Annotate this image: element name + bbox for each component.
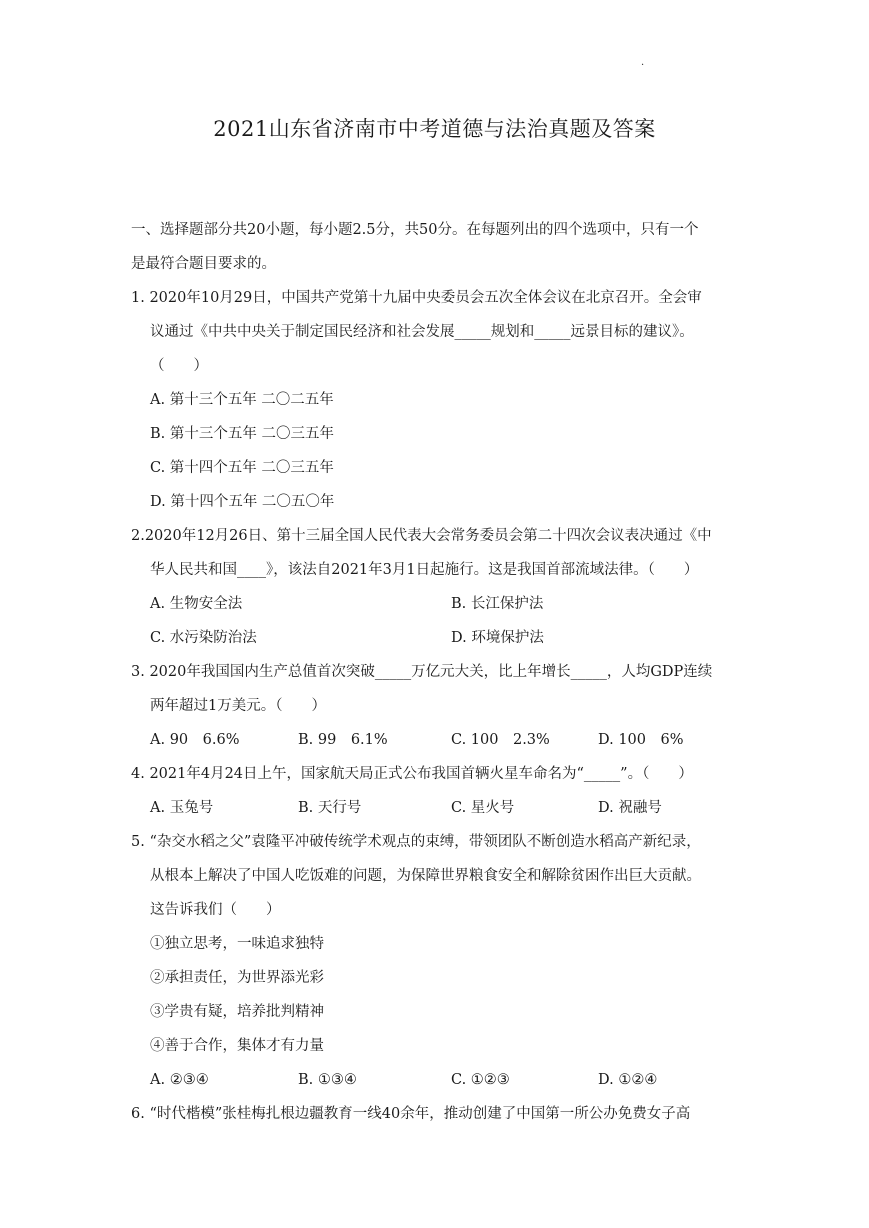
question-4-option-b: B. 天行号 (298, 800, 362, 816)
question-3-option-b: B. 99 6.1% (298, 732, 388, 748)
section-intro-line-1: 一、选择题部分共20小题，每小题2.5分，共50分。在每题列出的四个选项中，只有一个 (131, 222, 699, 238)
question-3-line-2: 两年超过1万美元。（ ） (150, 698, 326, 714)
question-4-option-a: A. 玉兔号 (150, 800, 214, 816)
question-5-statement-3: ③学贵有疑，培养批判精神 (150, 1004, 324, 1020)
question-2-option-b: B. 长江保护法 (451, 596, 544, 612)
question-5-line-2: 从根本上解决了中国人吃饭难的问题，为保障世界粮食安全和解除贫困作出巨大贡献。 (150, 868, 701, 884)
question-5-option-c: C. ①②③ (451, 1072, 510, 1088)
question-3-option-c: C. 100 2.3% (451, 732, 550, 748)
header-mark: · (641, 60, 645, 71)
section-intro-line-2: 是最符合题目要求的。 (131, 256, 276, 272)
question-2-line-2: 华人民共和国____》，该法自2021年3月1日起施行。这是我国首部流域法律。（ ） (150, 562, 699, 578)
question-5-option-a: A. ②③④ (150, 1072, 209, 1088)
question-1-line-3: （ ） (150, 358, 208, 374)
question-2-option-c: C. 水污染防治法 (150, 630, 257, 646)
page-title: 2021山东省济南市中考道德与法治真题及答案 (213, 117, 656, 141)
question-5-option-b: B. ①③④ (298, 1072, 357, 1088)
question-4-option-c: C. 星火号 (451, 800, 515, 816)
question-3-option-a: A. 90 6.6% (150, 732, 240, 748)
question-2-line-1: 2.2020年12月26日、第十三届全国人民代表大会常务委员会第二十四次会议表决通过《中 (131, 528, 712, 544)
question-3-line-1: 3. 2020年我国国内生产总值首次突破_____万亿元大关，比上年增长_____，人均GDP连续 (131, 664, 713, 680)
question-5-line-1: 5. “杂交水稻之父”袁隆平冲破传统学术观点的束缚，带领团队不断创造水稻高产新纪录， (131, 834, 701, 850)
question-1-line-2: 议通过《中共中央关于制定国民经济和社会发展_____规划和_____远景目标的建议》。 (150, 324, 694, 340)
question-5-statement-1: ①独立思考，一味追求独特 (150, 936, 324, 952)
question-2-option-d: D. 环境保护法 (451, 630, 544, 646)
question-1-option-d: D. 第十四个五年 二〇五〇年 (150, 494, 335, 510)
question-2-option-a: A. 生物安全法 (150, 596, 243, 612)
question-5-statement-4: ④善于合作，集体才有力量 (150, 1038, 324, 1054)
question-1-option-b: B. 第十三个五年 二〇三五年 (150, 426, 334, 442)
question-5-line-3: 这告诉我们（ ） (150, 902, 281, 918)
question-3-option-d: D. 100 6% (598, 732, 684, 748)
question-4-option-d: D. 祝融号 (598, 800, 662, 816)
question-1-line-1: 1. 2020年10月29日，中国共产党第十九届中央委员会五次全体会议在北京召开。全会审 (131, 290, 702, 306)
question-5-statement-2: ②承担责任，为世界添光彩 (150, 970, 324, 986)
question-5-option-d: D. ①②④ (598, 1072, 658, 1088)
question-1-option-a: A. 第十三个五年 二〇二五年 (150, 392, 334, 408)
question-4-line-1: 4. 2021年4月24日上午，国家航天局正式公布我国首辆火星车命名为“_____”。（ ） (131, 766, 693, 782)
question-6-line-1: 6. “时代楷模”张桂梅扎根边疆教育一线40余年，推动创建了中国第一所公办免费女子高 (131, 1106, 691, 1122)
question-1-option-c: C. 第十四个五年 二〇三五年 (150, 460, 334, 476)
